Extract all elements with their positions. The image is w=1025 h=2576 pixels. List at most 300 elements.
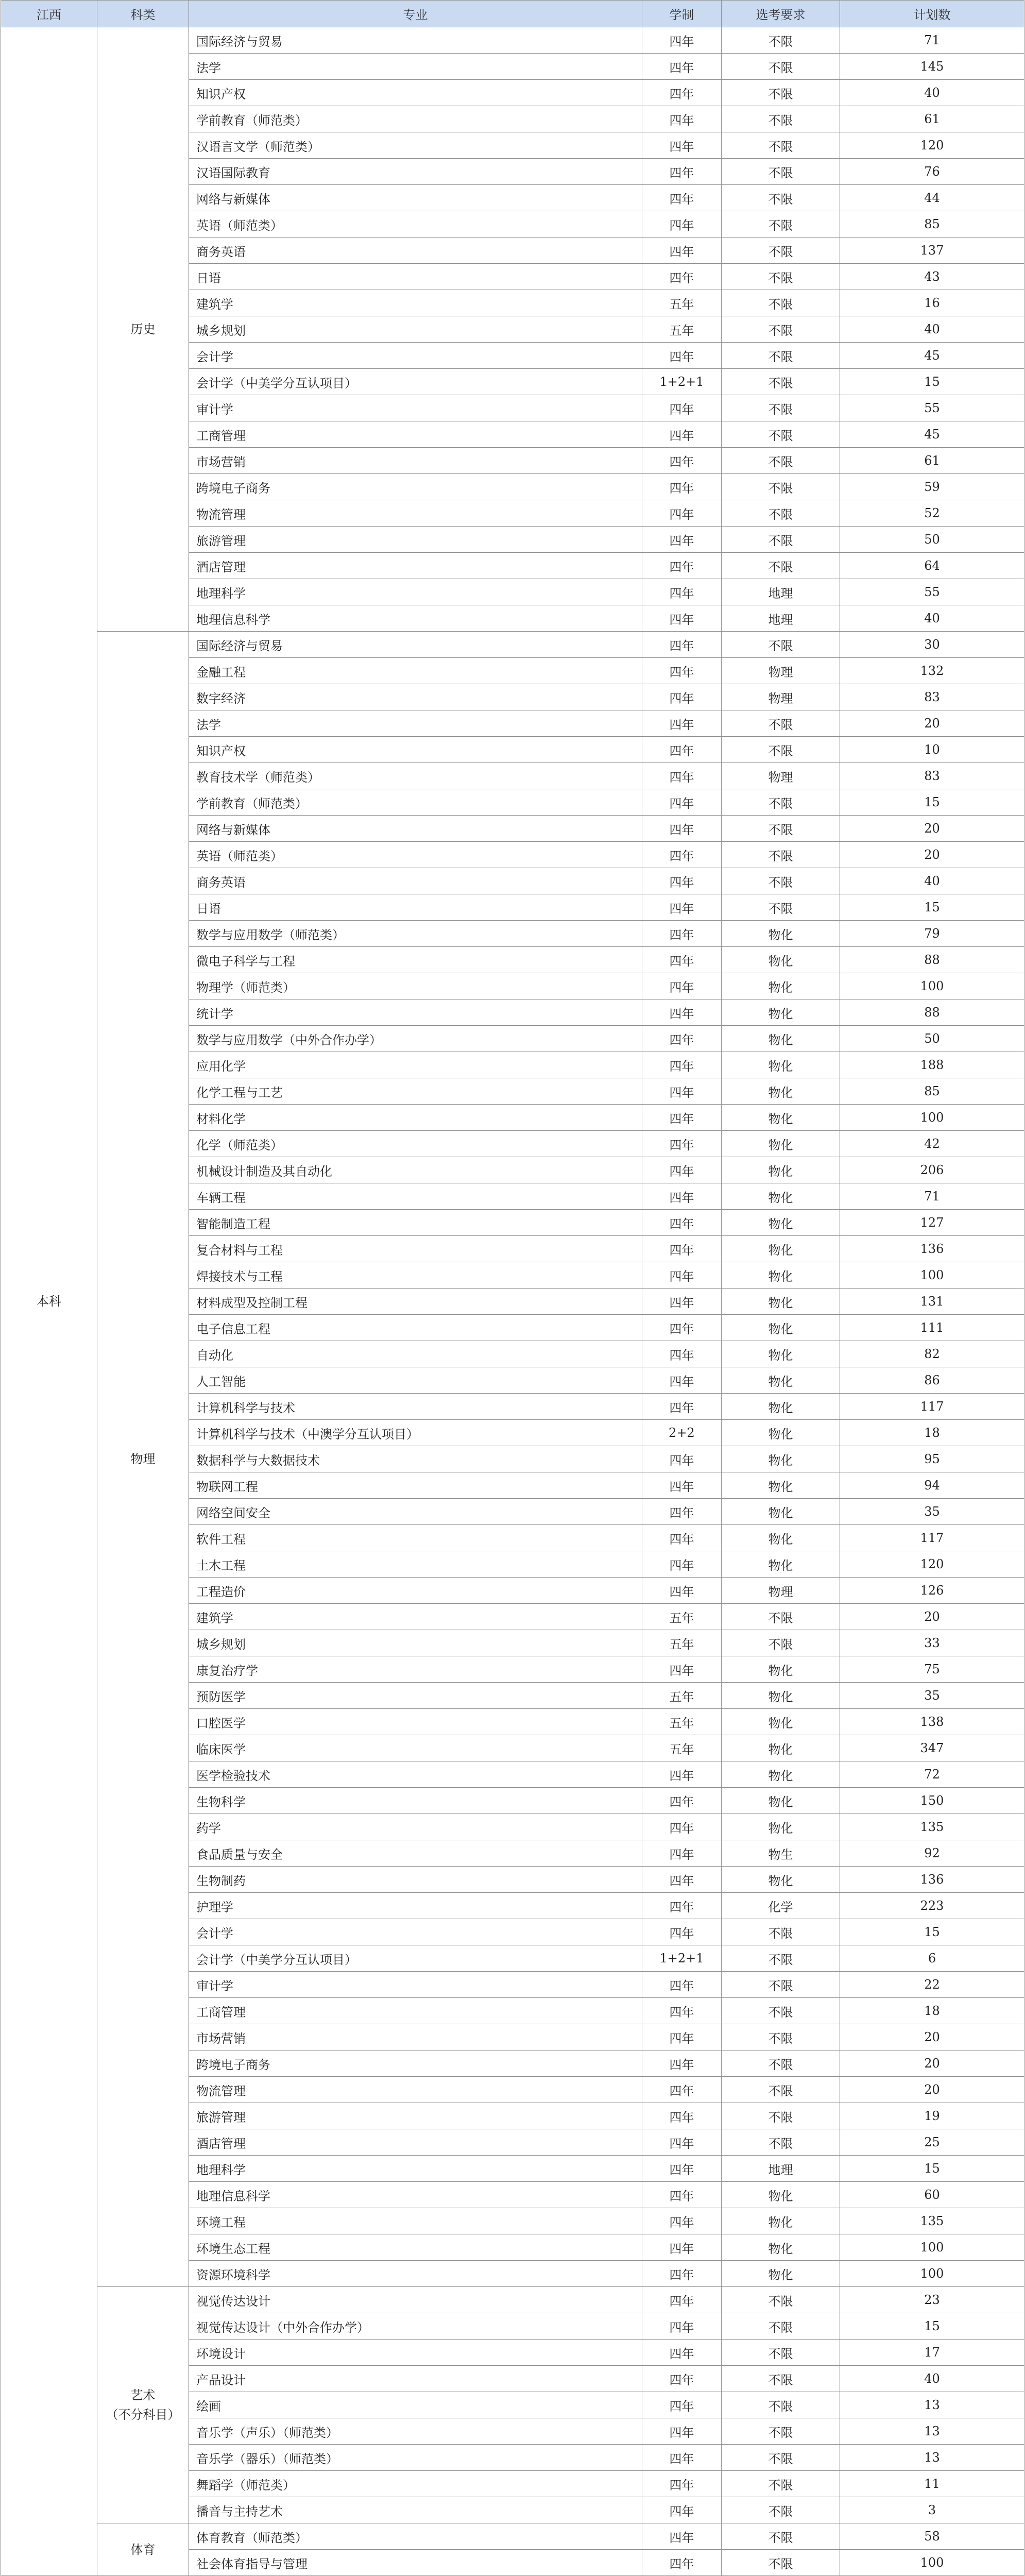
duration-cell: 四年	[642, 947, 722, 973]
subject-requirement-cell: 不限	[722, 343, 840, 369]
major-cell: 机械设计制造及其自动化	[189, 1157, 642, 1183]
subject-requirement-cell: 不限	[722, 553, 840, 579]
plan-count-cell: 3	[840, 2497, 1024, 2523]
subject-requirement-cell: 物化	[722, 1656, 840, 1683]
plan-count-cell: 45	[840, 421, 1024, 448]
plan-count-cell: 15	[840, 1919, 1024, 1945]
major-cell: 工商管理	[189, 1998, 642, 2024]
plan-count-cell: 15	[840, 2313, 1024, 2340]
plan-count-cell: 120	[840, 1551, 1024, 1578]
major-cell: 酒店管理	[189, 553, 642, 579]
subject-requirement-cell: 不限	[722, 710, 840, 737]
subject-requirement-cell: 不限	[722, 80, 840, 106]
duration-cell: 四年	[642, 1840, 722, 1867]
plan-count-cell: 20	[840, 842, 1024, 868]
subject-requirement-cell: 不限	[722, 2103, 840, 2129]
subject-requirement-cell: 地理	[722, 2156, 840, 2182]
duration-cell: 四年	[642, 2103, 722, 2129]
plan-count-cell: 13	[840, 2445, 1024, 2471]
duration-cell: 四年	[642, 632, 722, 658]
category-subtitle: （不分科目）	[106, 2408, 180, 2422]
plan-count-cell: 50	[840, 527, 1024, 553]
plan-count-cell: 18	[840, 1420, 1024, 1446]
subject-requirement-cell: 不限	[722, 238, 840, 264]
subject-requirement-cell: 物化	[722, 947, 840, 973]
duration-cell: 四年	[642, 1761, 722, 1788]
major-cell: 计算机科学与技术（中澳学分互认项目）	[189, 1420, 642, 1446]
plan-count-cell: 55	[840, 395, 1024, 421]
duration-cell: 四年	[642, 894, 722, 921]
plan-count-cell: 100	[840, 1105, 1024, 1131]
duration-cell: 四年	[642, 1919, 722, 1945]
major-cell: 商务英语	[189, 868, 642, 894]
subject-requirement-cell: 化学	[722, 1893, 840, 1919]
duration-cell: 四年	[642, 1998, 722, 2024]
major-cell: 体育教育（师范类）	[189, 2523, 642, 2550]
major-cell: 跨境电子商务	[189, 474, 642, 500]
plan-count-cell: 117	[840, 1394, 1024, 1420]
subject-requirement-cell: 物化	[722, 1735, 840, 1761]
plan-count-cell: 20	[840, 2077, 1024, 2103]
plan-count-cell: 100	[840, 973, 1024, 999]
major-cell: 酒店管理	[189, 2129, 642, 2156]
plan-count-cell: 55	[840, 579, 1024, 605]
subject-requirement-cell: 物化	[722, 999, 840, 1026]
subject-requirement-cell: 不限	[722, 2392, 840, 2418]
subject-requirement-cell: 不限	[722, 448, 840, 474]
level-cell: 本科	[1, 27, 97, 2576]
subject-requirement-cell: 物化	[722, 1236, 840, 1262]
major-cell: 汉语言文学（师范类）	[189, 132, 642, 159]
major-cell: 音乐学（声乐）（师范类）	[189, 2418, 642, 2445]
subject-requirement-cell: 物化	[722, 921, 840, 947]
plan-count-cell: 131	[840, 1289, 1024, 1315]
plan-count-cell: 20	[840, 710, 1024, 737]
header-duration: 学制	[642, 1, 722, 27]
subject-requirement-cell: 不限	[722, 842, 840, 868]
plan-count-cell: 85	[840, 211, 1024, 238]
table-row	[1, 2523, 1024, 2550]
subject-requirement-cell: 不限	[722, 185, 840, 211]
plan-count-cell: 150	[840, 1788, 1024, 1814]
major-cell: 医学检验技术	[189, 1761, 642, 1788]
plan-count-cell: 15	[840, 369, 1024, 395]
major-cell: 建筑学	[189, 290, 642, 316]
plan-count-cell: 71	[840, 1183, 1024, 1210]
plan-count-cell: 20	[840, 2024, 1024, 2050]
plan-count-cell: 64	[840, 553, 1024, 579]
duration-cell: 四年	[642, 710, 722, 737]
plan-count-cell: 206	[840, 1157, 1024, 1183]
duration-cell: 四年	[642, 185, 722, 211]
subject-requirement-cell: 物化	[722, 1262, 840, 1289]
plan-count-cell: 35	[840, 1499, 1024, 1525]
subject-requirement-cell: 不限	[722, 2024, 840, 2050]
subject-requirement-cell: 不限	[722, 27, 840, 54]
plan-count-cell: 72	[840, 1761, 1024, 1788]
duration-cell: 四年	[642, 474, 722, 500]
duration-cell: 四年	[642, 684, 722, 710]
major-cell: 人工智能	[189, 1367, 642, 1394]
duration-cell: 四年	[642, 2050, 722, 2077]
subject-requirement-cell: 不限	[722, 2340, 840, 2366]
subject-requirement-cell: 物生	[722, 1840, 840, 1867]
major-cell: 数学与应用数学（师范类）	[189, 921, 642, 947]
subject-requirement-cell: 不限	[722, 2523, 840, 2550]
major-cell: 会计学（中美学分互认项目）	[189, 369, 642, 395]
major-cell: 法学	[189, 710, 642, 737]
major-cell: 地理科学	[189, 579, 642, 605]
duration-cell: 四年	[642, 27, 722, 54]
major-cell: 物理学（师范类）	[189, 973, 642, 999]
subject-requirement-cell: 不限	[722, 290, 840, 316]
duration-cell: 四年	[642, 658, 722, 684]
plan-count-cell: 145	[840, 54, 1024, 80]
plan-count-cell: 11	[840, 2471, 1024, 2497]
major-cell: 数据科学与大数据技术	[189, 1446, 642, 1472]
duration-cell: 四年	[642, 1341, 722, 1367]
major-cell: 国际经济与贸易	[189, 632, 642, 658]
major-cell: 日语	[189, 264, 642, 290]
major-cell: 应用化学	[189, 1052, 642, 1078]
major-cell: 网络空间安全	[189, 1499, 642, 1525]
duration-cell: 四年	[642, 2418, 722, 2445]
subject-requirement-cell: 不限	[722, 2445, 840, 2471]
plan-count-cell: 100	[840, 1262, 1024, 1289]
plan-count-cell: 138	[840, 1709, 1024, 1735]
major-cell: 汉语国际教育	[189, 159, 642, 185]
plan-count-cell: 100	[840, 2261, 1024, 2287]
plan-count-cell: 42	[840, 1131, 1024, 1157]
plan-count-cell: 19	[840, 2103, 1024, 2129]
subject-requirement-cell: 物化	[722, 2234, 840, 2261]
duration-cell: 四年	[642, 1157, 722, 1183]
plan-count-cell: 59	[840, 474, 1024, 500]
major-cell: 旅游管理	[189, 2103, 642, 2129]
subject-requirement-cell: 不限	[722, 159, 840, 185]
plan-count-cell: 117	[840, 1525, 1024, 1551]
major-cell: 审计学	[189, 1972, 642, 1998]
major-cell: 网络与新媒体	[189, 816, 642, 842]
subject-requirement-cell: 物理	[722, 1578, 840, 1604]
major-cell: 法学	[189, 54, 642, 80]
major-cell: 社会体育指导与管理	[189, 2550, 642, 2576]
duration-cell: 四年	[642, 1446, 722, 1472]
duration-cell: 四年	[642, 1052, 722, 1078]
subject-requirement-cell: 物化	[722, 1761, 840, 1788]
duration-cell: 四年	[642, 2366, 722, 2392]
subject-requirement-cell: 物化	[722, 1131, 840, 1157]
duration-cell: 四年	[642, 1472, 722, 1499]
major-cell: 物联网工程	[189, 1472, 642, 1499]
major-cell: 物流管理	[189, 2077, 642, 2103]
subject-requirement-cell: 物化	[722, 2261, 840, 2287]
duration-cell: 五年	[642, 1604, 722, 1630]
header-category: 科类	[97, 1, 189, 27]
subject-requirement-cell: 不限	[722, 2077, 840, 2103]
plan-count-cell: 79	[840, 921, 1024, 947]
subject-requirement-cell: 物化	[722, 1525, 840, 1551]
duration-cell: 五年	[642, 316, 722, 343]
table-body	[1, 27, 1024, 2576]
duration-cell: 2+2	[642, 1420, 722, 1446]
category-name: 物理	[130, 1452, 156, 1466]
duration-cell: 四年	[642, 973, 722, 999]
major-cell: 材料化学	[189, 1105, 642, 1131]
subject-requirement-cell: 不限	[722, 264, 840, 290]
duration-cell: 四年	[642, 1315, 722, 1341]
duration-cell: 四年	[642, 921, 722, 947]
table-row	[1, 27, 1024, 54]
duration-cell: 四年	[642, 553, 722, 579]
duration-cell: 四年	[642, 343, 722, 369]
subject-requirement-cell: 物化	[722, 1026, 840, 1052]
subject-requirement-cell: 不限	[722, 2366, 840, 2392]
header-province: 江西	[1, 1, 97, 27]
category-name: 体育	[130, 2542, 156, 2557]
plan-count-cell: 75	[840, 1656, 1024, 1683]
duration-cell: 四年	[642, 1525, 722, 1551]
plan-count-cell: 347	[840, 1735, 1024, 1761]
plan-count-cell: 120	[840, 132, 1024, 159]
major-cell: 食品质量与安全	[189, 1840, 642, 1867]
category-cell	[97, 2523, 189, 2576]
duration-cell: 四年	[642, 2313, 722, 2340]
major-cell: 网络与新媒体	[189, 185, 642, 211]
major-cell: 旅游管理	[189, 527, 642, 553]
major-cell: 环境工程	[189, 2208, 642, 2234]
major-cell: 资源环境科学	[189, 2261, 642, 2287]
subject-requirement-cell: 物化	[722, 2182, 840, 2208]
plan-count-cell: 16	[840, 290, 1024, 316]
duration-cell: 四年	[642, 737, 722, 763]
major-cell: 产品设计	[189, 2366, 642, 2392]
plan-count-cell: 111	[840, 1315, 1024, 1341]
subject-requirement-cell: 不限	[722, 894, 840, 921]
duration-cell: 四年	[642, 605, 722, 632]
major-cell: 统计学	[189, 999, 642, 1026]
major-cell: 微电子科学与工程	[189, 947, 642, 973]
subject-requirement-cell: 不限	[722, 500, 840, 527]
subject-requirement-cell: 不限	[722, 1630, 840, 1656]
major-cell: 建筑学	[189, 1604, 642, 1630]
subject-requirement-cell: 不限	[722, 816, 840, 842]
plan-count-cell: 61	[840, 448, 1024, 474]
duration-cell: 五年	[642, 290, 722, 316]
duration-cell: 四年	[642, 1867, 722, 1893]
subject-requirement-cell: 不限	[722, 868, 840, 894]
major-cell: 焊接技术与工程	[189, 1262, 642, 1289]
major-cell: 土木工程	[189, 1551, 642, 1578]
subject-requirement-cell: 不限	[722, 2129, 840, 2156]
plan-count-cell: 94	[840, 1472, 1024, 1499]
subject-requirement-cell: 物化	[722, 1157, 840, 1183]
major-cell: 教育技术学（师范类）	[189, 763, 642, 789]
subject-requirement-cell: 不限	[722, 1998, 840, 2024]
major-cell: 地理信息科学	[189, 2182, 642, 2208]
subject-requirement-cell: 物化	[722, 1052, 840, 1078]
category-cell	[97, 27, 189, 632]
subject-requirement-cell: 不限	[722, 2471, 840, 2497]
plan-count-cell: 30	[840, 632, 1024, 658]
duration-cell: 四年	[642, 1262, 722, 1289]
major-cell: 市场营销	[189, 448, 642, 474]
duration-cell: 四年	[642, 1578, 722, 1604]
plan-count-cell: 135	[840, 1814, 1024, 1840]
major-cell: 商务英语	[189, 238, 642, 264]
duration-cell: 四年	[642, 2261, 722, 2287]
subject-requirement-cell: 物化	[722, 2208, 840, 2234]
subject-requirement-cell: 不限	[722, 527, 840, 553]
plan-count-cell: 223	[840, 1893, 1024, 1919]
major-cell: 自动化	[189, 1341, 642, 1367]
duration-cell: 四年	[642, 211, 722, 238]
major-cell: 生物制药	[189, 1867, 642, 1893]
major-cell: 软件工程	[189, 1525, 642, 1551]
major-cell: 计算机科学与技术	[189, 1394, 642, 1420]
subject-requirement-cell: 物化	[722, 1367, 840, 1394]
subject-requirement-cell: 不限	[722, 474, 840, 500]
plan-count-cell: 35	[840, 1683, 1024, 1709]
subject-requirement-cell: 不限	[722, 2550, 840, 2576]
major-cell: 审计学	[189, 395, 642, 421]
major-cell: 生物科学	[189, 1788, 642, 1814]
plan-count-cell: 58	[840, 2523, 1024, 2550]
duration-cell: 四年	[642, 421, 722, 448]
plan-count-cell: 126	[840, 1578, 1024, 1604]
major-cell: 环境设计	[189, 2340, 642, 2366]
duration-cell: 四年	[642, 106, 722, 132]
duration-cell: 四年	[642, 2340, 722, 2366]
duration-cell: 四年	[642, 1551, 722, 1578]
duration-cell: 四年	[642, 2523, 722, 2550]
major-cell: 学前教育（师范类）	[189, 789, 642, 816]
major-cell: 临床医学	[189, 1735, 642, 1761]
major-cell: 地理科学	[189, 2156, 642, 2182]
subject-requirement-cell: 不限	[722, 395, 840, 421]
plan-count-cell: 61	[840, 106, 1024, 132]
duration-cell: 四年	[642, 80, 722, 106]
plan-count-cell: 20	[840, 1604, 1024, 1630]
major-cell: 知识产权	[189, 737, 642, 763]
plan-count-cell: 18	[840, 1998, 1024, 2024]
plan-count-cell: 95	[840, 1446, 1024, 1472]
plan-count-cell: 6	[840, 1945, 1024, 1972]
duration-cell: 四年	[642, 2287, 722, 2313]
duration-cell: 四年	[642, 238, 722, 264]
major-cell: 日语	[189, 894, 642, 921]
plan-count-cell: 40	[840, 605, 1024, 632]
duration-cell: 四年	[642, 500, 722, 527]
major-cell: 国际经济与贸易	[189, 27, 642, 54]
plan-count-cell: 100	[840, 2234, 1024, 2261]
duration-cell: 四年	[642, 2497, 722, 2523]
duration-cell: 四年	[642, 395, 722, 421]
subject-requirement-cell: 不限	[722, 316, 840, 343]
table-row	[1, 2287, 1024, 2313]
duration-cell: 1+2+1	[642, 369, 722, 395]
plan-count-cell: 15	[840, 789, 1024, 816]
plan-count-cell: 136	[840, 1867, 1024, 1893]
plan-count-cell: 88	[840, 999, 1024, 1026]
category-cell	[97, 2287, 189, 2523]
duration-cell: 四年	[642, 2392, 722, 2418]
major-cell: 音乐学（器乐）（师范类）	[189, 2445, 642, 2471]
header-subject-requirement: 选考要求	[722, 1, 840, 27]
major-cell: 会计学	[189, 1919, 642, 1945]
subject-requirement-cell: 物化	[722, 1183, 840, 1210]
major-cell: 化学工程与工艺	[189, 1078, 642, 1105]
duration-cell: 四年	[642, 527, 722, 553]
duration-cell: 四年	[642, 1289, 722, 1315]
subject-requirement-cell: 物化	[722, 1551, 840, 1578]
plan-count-cell: 188	[840, 1052, 1024, 1078]
plan-count-cell: 83	[840, 763, 1024, 789]
subject-requirement-cell: 不限	[722, 1604, 840, 1630]
plan-count-cell: 76	[840, 159, 1024, 185]
subject-requirement-cell: 不限	[722, 1945, 840, 1972]
major-cell: 市场营销	[189, 2024, 642, 2050]
major-cell: 车辆工程	[189, 1183, 642, 1210]
subject-requirement-cell: 地理	[722, 605, 840, 632]
major-cell: 绘画	[189, 2392, 642, 2418]
major-cell: 会计学	[189, 343, 642, 369]
plan-count-cell: 92	[840, 1840, 1024, 1867]
plan-count-cell: 136	[840, 1236, 1024, 1262]
duration-cell: 1+2+1	[642, 1945, 722, 1972]
subject-requirement-cell: 不限	[722, 2287, 840, 2313]
subject-requirement-cell: 不限	[722, 2050, 840, 2077]
duration-cell: 四年	[642, 842, 722, 868]
plan-count-cell: 43	[840, 264, 1024, 290]
plan-count-cell: 71	[840, 27, 1024, 54]
duration-cell: 四年	[642, 1499, 722, 1525]
major-cell: 材料成型及控制工程	[189, 1289, 642, 1315]
duration-cell: 四年	[642, 789, 722, 816]
subject-requirement-cell: 物理	[722, 684, 840, 710]
category-cell	[97, 632, 189, 2287]
header-row	[1, 1, 1024, 27]
header-major: 专业	[189, 1, 642, 27]
plan-count-cell: 85	[840, 1078, 1024, 1105]
major-cell: 英语（师范类）	[189, 211, 642, 238]
duration-cell: 四年	[642, 816, 722, 842]
duration-cell: 四年	[642, 1183, 722, 1210]
plan-count-cell: 50	[840, 1026, 1024, 1052]
duration-cell: 四年	[642, 2129, 722, 2156]
duration-cell: 四年	[642, 1367, 722, 1394]
duration-cell: 四年	[642, 264, 722, 290]
duration-cell: 四年	[642, 2182, 722, 2208]
major-cell: 播音与主持艺术	[189, 2497, 642, 2523]
duration-cell: 四年	[642, 54, 722, 80]
subject-requirement-cell: 物化	[722, 1814, 840, 1840]
plan-count-cell: 45	[840, 343, 1024, 369]
admission-plan-table	[1, 0, 1024, 2576]
subject-requirement-cell: 不限	[722, 1972, 840, 1998]
duration-cell: 四年	[642, 2550, 722, 2576]
category-name: 历史	[130, 322, 156, 336]
plan-count-cell: 22	[840, 1972, 1024, 1998]
duration-cell: 四年	[642, 2024, 722, 2050]
major-cell: 城乡规划	[189, 316, 642, 343]
plan-count-cell: 23	[840, 2287, 1024, 2313]
plan-count-cell: 137	[840, 238, 1024, 264]
major-cell: 学前教育（师范类）	[189, 106, 642, 132]
duration-cell: 四年	[642, 763, 722, 789]
duration-cell: 四年	[642, 2471, 722, 2497]
plan-count-cell: 25	[840, 2129, 1024, 2156]
